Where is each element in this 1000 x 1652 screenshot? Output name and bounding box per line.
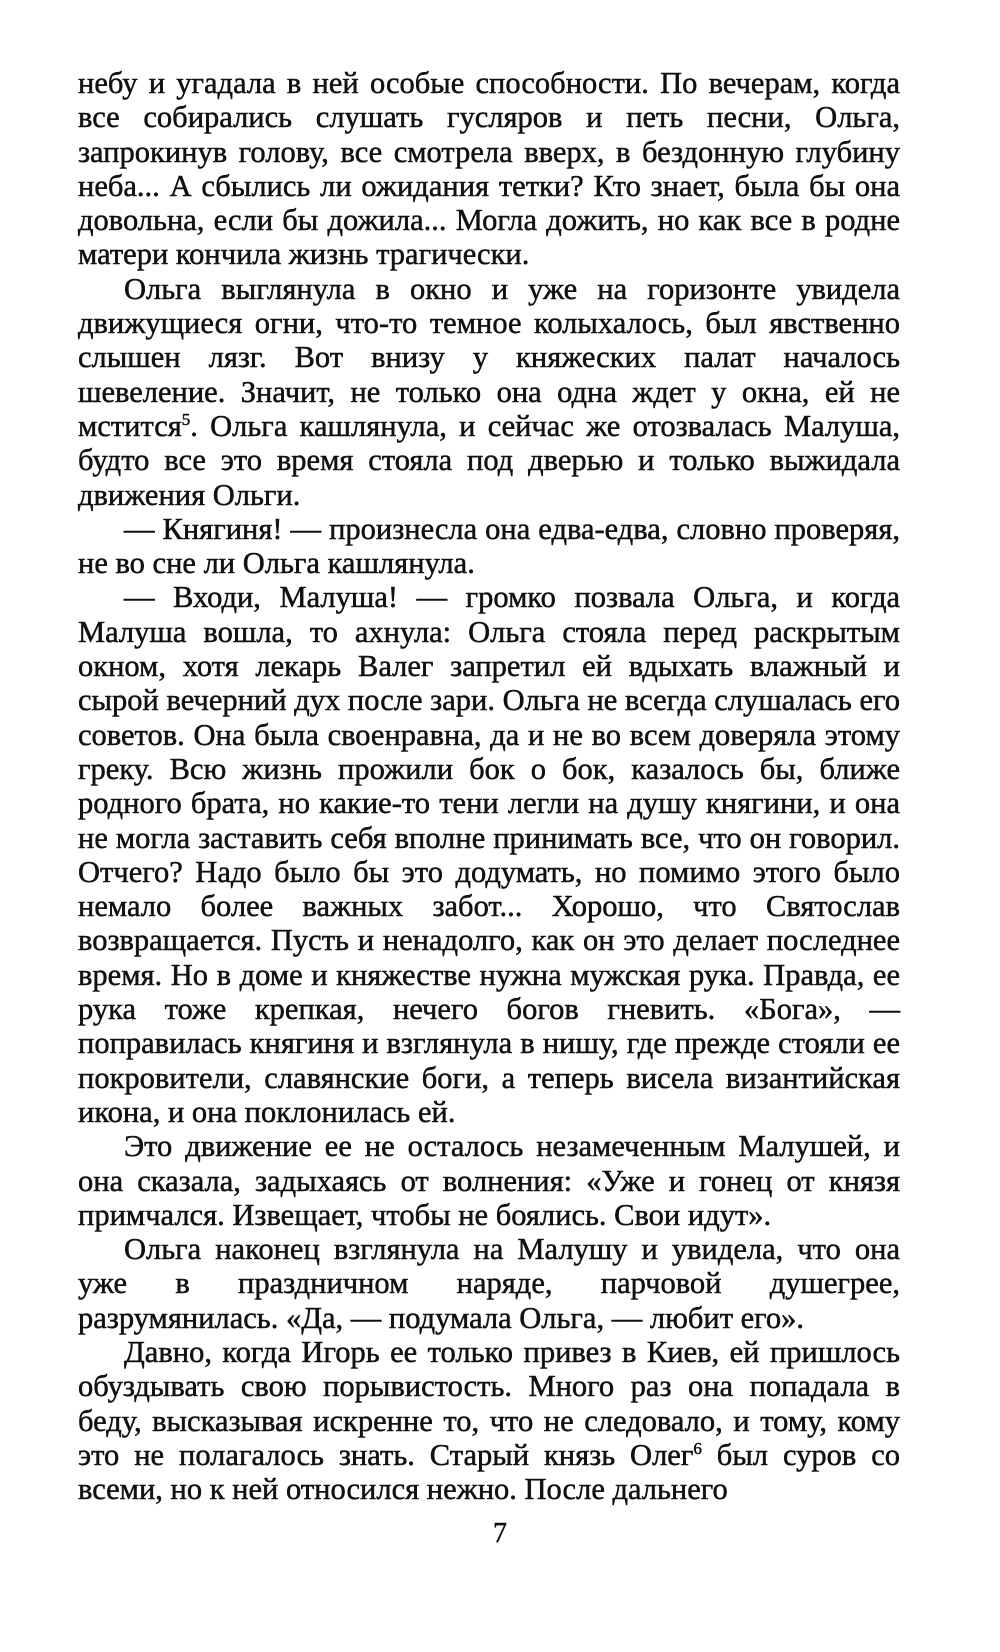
paragraph-text: небу и угадала в ней особые способности. По вечерам, когда все собирались слушать гусляров и петь песни, Ольга, запрокинув голову, все смотрела вверх, в бездонную глубину неба... А сбылись ли ожидания тетки? Кто знает, была бы она довольна, если бы дожила... Могла дожить, но как все в родне матери кончила жизнь трагически. [78, 66, 900, 272]
paragraph [78, 580, 900, 1129]
paragraph-text: был суров со всеми, но к ней относился нежно. После дальнего [78, 1437, 900, 1507]
body-text [78, 66, 900, 1506]
paragraph [78, 66, 900, 272]
paragraph-text: — Княгиня! — произнесла она едва-едва, словно проверяя, не во сне ли Ольга кашлянула. [78, 511, 900, 581]
paragraph [78, 1129, 900, 1232]
paragraph [78, 1335, 900, 1506]
paragraph [78, 1232, 900, 1335]
footnote-marker: 6 [693, 1438, 702, 1458]
paragraph [78, 272, 900, 512]
paragraph [78, 512, 900, 581]
paragraph-text: Ольга наконец взглянула на Малушу и увидела, что она уже в праздничном наряде, парчовой душегрее, разрумянилась. «Да, — подумала Ольга, — любит его». [78, 1232, 900, 1335]
paragraph-text: . Ольга кашлянула, и сейчас же отозвалась Малуша, будто все это время стояла под дверью и только выжидала движения Ольги. [78, 408, 900, 512]
paragraph-text: Это движение ее не осталось незамеченным Малушей, и она сказала, задыхаясь от волнения: «Уже и гонец от князя примчался. Извещает, чтобы не боялись. Свои идут». [78, 1129, 900, 1232]
paragraph-text: — Входи, Малуша! — громко позвала Ольга, и когда Малуша вошла, то ахнула: Ольга стояла перед раскрытым окном, хотя лекарь Валег запретил ей вдыхать влажный и сырой вечерний дух после зари. Ольга не всегда слушалась его советов. Она была своенравна, да и не во всем доверяла этому греку. Всю жизнь прожили бок о бок, казалось бы, ближе родного брата, но какие-то тени легли на душу княгини, и она не могла заставить себя вполне принимать все, что он говорил. Отчего? Надо было бы это додумать, но помимо этого было немало более важных забот... Хорошо, что Святослав возвращается. Пусть и ненадолго, как он это делает последнее время. Но в доме и княжестве нужна мужская рука. Правда, ее рука тоже крепкая, нечего богов гневить. «Бога», — поправилась княгиня и взглянула в нишу, где прежде стояли ее покровители, славянские боги, а теперь висела византийская икона, и она поклонилась ей. [78, 580, 900, 1129]
footnote-marker: 5 [181, 409, 191, 429]
page-number: 7 [493, 1518, 507, 1549]
paragraph-text: Ольга выглянула в окно и уже на горизонте увидела движущиеся огни, что-то темное колыхалось, был явственно слышен лязг. Вот внизу у княжеских палат началось шевеление. Значит, не только она одна ждет у окна, ей не мстится [78, 271, 900, 443]
paragraph-text: Давно, когда Игорь ее только привез в Киев, ей пришлось обуздывать свою порывистость. Много раз она попадала в беду, высказывая искренне то, что не следовало, и тому, кому это не полагалось знать. Старый князь Олег [78, 1334, 900, 1472]
